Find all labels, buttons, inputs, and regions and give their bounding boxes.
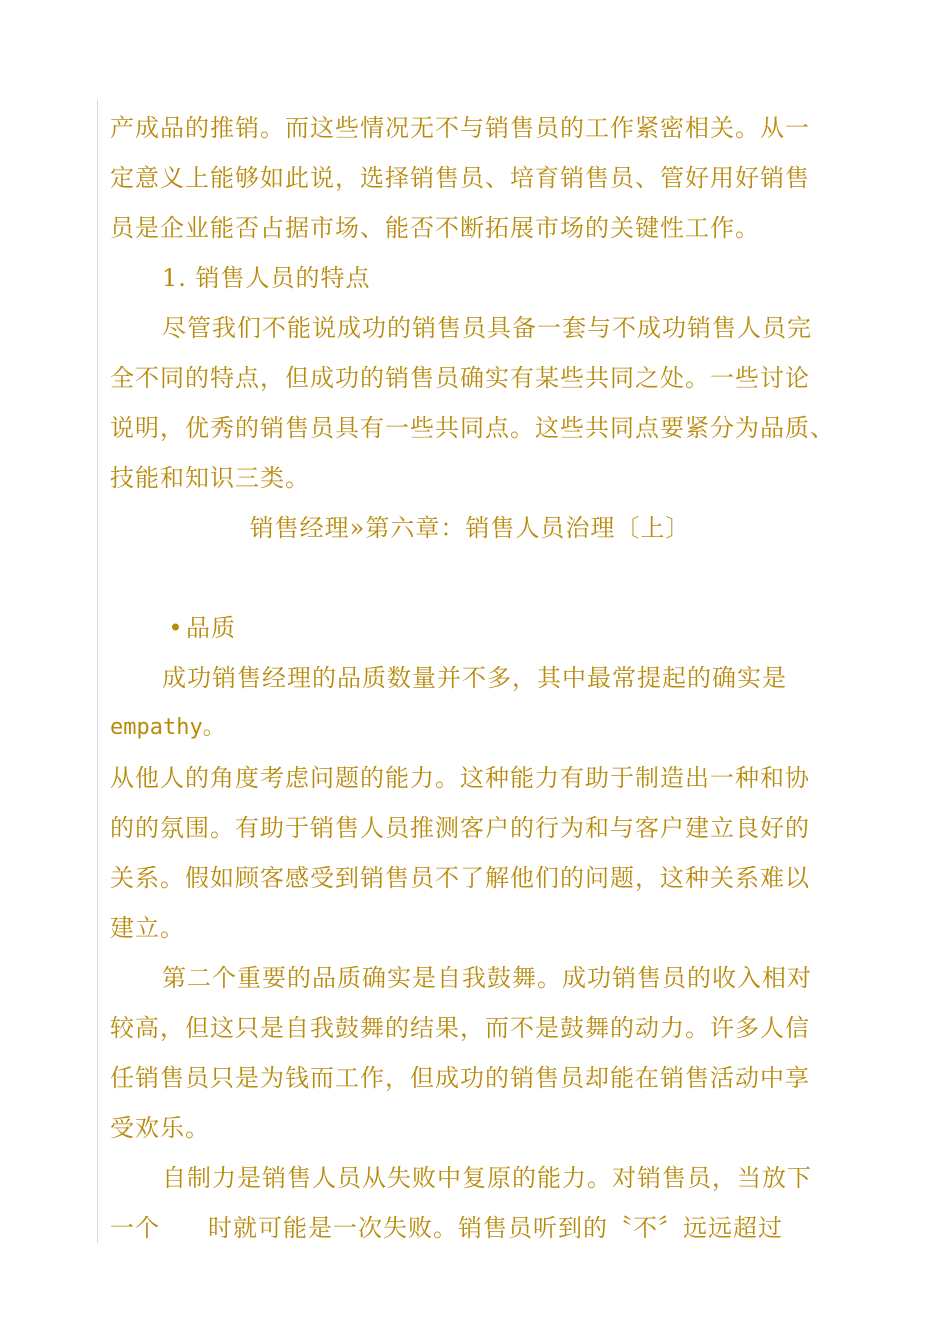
- paragraph-line: 第二个重要的品质确实是自我鼓舞。成功销售员的收入相对: [162, 964, 812, 992]
- bullet-item: [110, 603, 870, 653]
- paragraph-line: 全不同的特点，但成功的销售员确实有某些共同之处。一些讨论: [110, 364, 810, 392]
- section-heading: 1. 销售人员的特点: [162, 264, 371, 292]
- paragraph-line: 自制力是销售人员从失败中复原的能力。对销售员，当放下: [162, 1164, 812, 1192]
- blank-line: [110, 553, 870, 603]
- paragraph-line: 定意义上能够如此说，选择销售员、培育销售员、管好用好销售: [110, 164, 810, 192]
- paragraph-line: 较高，但这只是自我鼓舞的结果，而不是鼓舞的动力。许多人信: [110, 1014, 810, 1042]
- paragraph-fragment: 时就可能是一次失败。销售员听到的〝不〞远远超过: [208, 1214, 783, 1242]
- paragraph-line: 关系。假如顾客感受到销售员不了解他们的问题，这种关系难以: [110, 864, 810, 892]
- margin-rule: [97, 100, 98, 1243]
- paragraph-line: 受欢乐。: [110, 1114, 210, 1142]
- bullet-label: 品质: [186, 614, 236, 642]
- paragraph-line: empathy。: [110, 715, 225, 740]
- paragraph-line: 产成品的推销。而这些情况无不与销售员的工作紧密相关。从一: [110, 114, 810, 142]
- paragraph-line: 说明，优秀的销售员具有一些共同点。这些共同点要紧分为品质、: [110, 414, 835, 442]
- paragraph-line: [110, 1203, 870, 1253]
- paragraph-line: 技能和知识三类。: [110, 464, 310, 492]
- paragraph-line: 员是企业能否占据市场、能否不断拓展市场的关键性工作。: [110, 214, 760, 242]
- document-page: [110, 103, 870, 1253]
- paragraph-line: 任销售员只是为钱而工作，但成功的销售员却能在销售活动中享: [110, 1064, 810, 1092]
- bullet-icon: •: [168, 614, 184, 642]
- running-header: 销售经理»第六章：销售人员治理〔上〕: [249, 514, 691, 542]
- paragraph-line: 建立。: [110, 914, 185, 942]
- paragraph-line: 尽管我们不能说成功的销售员具备一套与不成功销售人员完: [162, 314, 812, 342]
- paragraph-line: 成功销售经理的品质数量并不多，其中最常提起的确实是: [162, 664, 787, 692]
- paragraph-fragment: 一个: [110, 1214, 160, 1242]
- paragraph-line: 从他人的角度考虑问题的能力。这种能力有助于制造出一种和协: [110, 764, 810, 792]
- paragraph-line: 的的氛围。有助于销售人员推测客户的行为和与客户建立良好的: [110, 814, 810, 842]
